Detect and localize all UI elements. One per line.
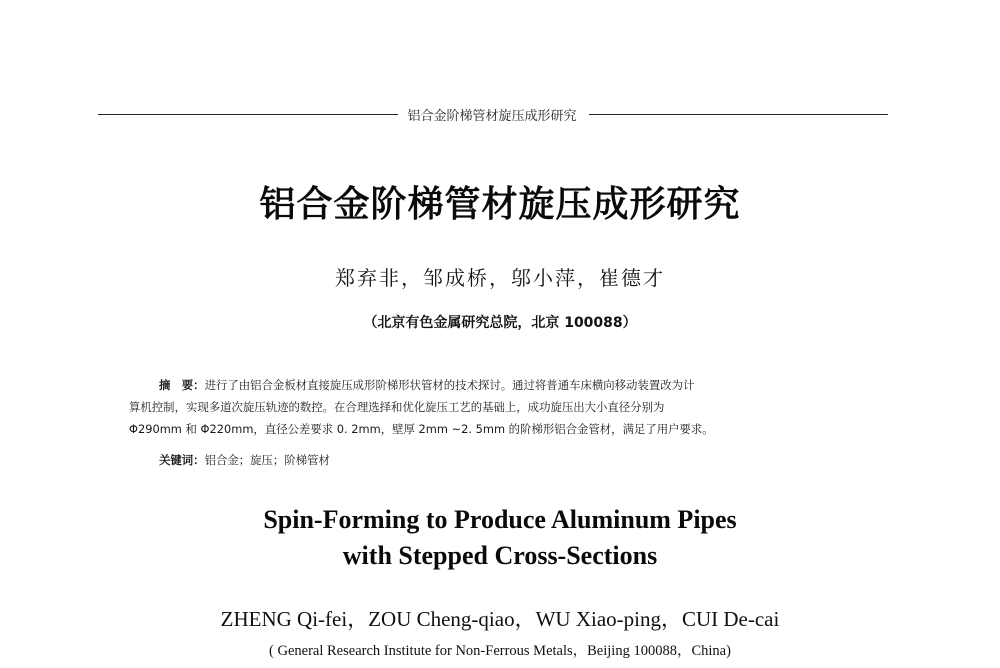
chinese-title: 铝合金阶梯管材旋压成形研究: [259, 184, 741, 225]
running-header: [98, 103, 888, 125]
abstract-line-2: 算机控制，实现多道次旋压轨迹的数控。在合理选择和优化旋压工艺的基础上，成功旋压出大小直径分别为: [129, 400, 665, 414]
english-title-line-2: with Stepped Cross-Sections: [342, 541, 658, 570]
chinese-affiliation: （北京有色金属研究总院，北京 100088）: [363, 315, 637, 331]
running-header-text: 铝合金阶梯管材旋压成形研究: [407, 108, 577, 124]
header-rule-left: [98, 114, 398, 115]
english-authors: ZHENG Qi-fei，ZOU Cheng-qiao，WU Xiao-ping，CUI De-cai: [220, 607, 780, 631]
keywords: [159, 452, 330, 468]
abstract-label: 摘 要：: [159, 378, 205, 392]
abstract-line-3: Φ290mm 和 Φ220mm，直径公差要求 0. 2mm，壁厚 2mm ~2. 5mm 的阶梯形铝合金管材，满足了用户要求。: [129, 422, 714, 436]
keywords-label: 关键词：: [159, 453, 205, 467]
abstract: [129, 374, 861, 440]
english-title-line-1: Spin-Forming to Produce Aluminum Pipes: [263, 505, 737, 534]
abstract-text-1: 进行了由铝合金板材直接旋压成形阶梯形状管材的技术探讨。通过将普通车床横向移动装置改为计: [204, 378, 695, 392]
english-affiliation: ( General Research Institute for Non-Ferrous Metals，Beijing 100088，China): [269, 643, 731, 659]
abstract-line-1: [129, 374, 861, 396]
keywords-text: 铝合金；旋压；阶梯管材: [204, 453, 330, 467]
chinese-authors: 郑弃非，邹成桥，邬小萍，崔德才: [335, 266, 665, 290]
english-title: [0, 502, 1000, 574]
header-rule-right: [589, 114, 889, 115]
